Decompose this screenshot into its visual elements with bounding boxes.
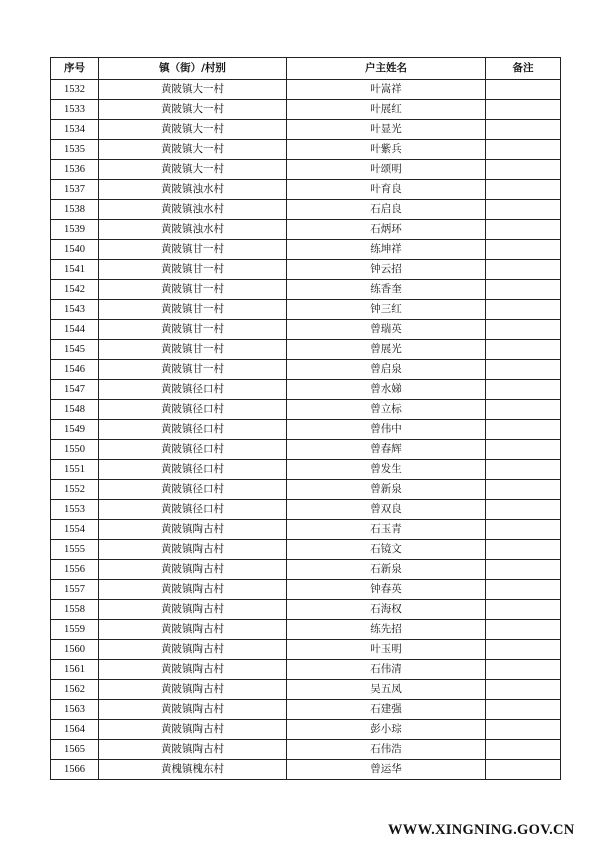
table-row: [51, 400, 561, 420]
row-remarks: [486, 160, 561, 180]
row-serial: 1564: [51, 720, 99, 740]
row-village: 黄陂镇陶古村: [99, 740, 287, 760]
row-remarks: [486, 340, 561, 360]
row-remarks: [486, 520, 561, 540]
row-village: 黄陂镇陶古村: [99, 720, 287, 740]
table-row: [51, 740, 561, 760]
row-serial: 1566: [51, 760, 99, 780]
row-village: 黄陂镇大一村: [99, 100, 287, 120]
row-name: 练香奎: [287, 280, 486, 300]
row-name: 叶展红: [287, 100, 486, 120]
table-row: [51, 220, 561, 240]
row-village: 黄陂镇甘一村: [99, 260, 287, 280]
row-serial: 1532: [51, 80, 99, 100]
row-remarks: [486, 380, 561, 400]
table-row: [51, 420, 561, 440]
row-remarks: [486, 640, 561, 660]
row-village: 黄陂镇陶古村: [99, 660, 287, 680]
row-village: 黄陂镇陶古村: [99, 580, 287, 600]
table-row: [51, 120, 561, 140]
row-village: 黄陂镇甘一村: [99, 360, 287, 380]
row-name: 石海权: [287, 600, 486, 620]
row-remarks: [486, 620, 561, 640]
header-householder-name: 户主姓名: [287, 58, 486, 80]
row-serial: 1538: [51, 200, 99, 220]
table-row: [51, 320, 561, 340]
row-remarks: [486, 200, 561, 220]
table-body: [51, 80, 561, 780]
row-serial: 1555: [51, 540, 99, 560]
row-village: 黄陂镇大一村: [99, 160, 287, 180]
row-remarks: [486, 280, 561, 300]
row-name: 叶嵩祥: [287, 80, 486, 100]
row-remarks: [486, 120, 561, 140]
row-serial: 1553: [51, 500, 99, 520]
table-row: [51, 100, 561, 120]
row-name: 彭小琮: [287, 720, 486, 740]
row-serial: 1540: [51, 240, 99, 260]
row-village: 黄陂镇径口村: [99, 400, 287, 420]
table-row: [51, 540, 561, 560]
row-serial: 1559: [51, 620, 99, 640]
row-village: 黄陂镇甘一村: [99, 280, 287, 300]
roster-table: [50, 57, 561, 780]
row-name: 石伟清: [287, 660, 486, 680]
row-serial: 1563: [51, 700, 99, 720]
row-remarks: [486, 480, 561, 500]
row-remarks: [486, 80, 561, 100]
row-serial: 1556: [51, 560, 99, 580]
row-village: 黄陂镇浊水村: [99, 180, 287, 200]
row-name: 石建强: [287, 700, 486, 720]
row-remarks: [486, 760, 561, 780]
table-row: [51, 620, 561, 640]
row-serial: 1548: [51, 400, 99, 420]
row-name: 石新泉: [287, 560, 486, 580]
row-name: 曾水娣: [287, 380, 486, 400]
row-name: 石镜文: [287, 540, 486, 560]
table-row: [51, 500, 561, 520]
row-serial: 1561: [51, 660, 99, 680]
row-remarks: [486, 180, 561, 200]
row-name: 曾春辉: [287, 440, 486, 460]
row-remarks: [486, 740, 561, 760]
header-remarks: 备注: [486, 58, 561, 80]
row-serial: 1544: [51, 320, 99, 340]
table-row: [51, 560, 561, 580]
row-serial: 1546: [51, 360, 99, 380]
row-village: 黄陂镇浊水村: [99, 220, 287, 240]
row-serial: 1562: [51, 680, 99, 700]
row-serial: 1550: [51, 440, 99, 460]
row-name: 曾立标: [287, 400, 486, 420]
table-row: [51, 80, 561, 100]
table-row: [51, 240, 561, 260]
table-row: [51, 140, 561, 160]
row-serial: 1539: [51, 220, 99, 240]
row-remarks: [486, 320, 561, 340]
table-row: [51, 520, 561, 540]
row-name: 石启良: [287, 200, 486, 220]
table-row: [51, 380, 561, 400]
row-serial: 1543: [51, 300, 99, 320]
table-row: [51, 600, 561, 620]
row-village: 黄陂镇甘一村: [99, 340, 287, 360]
row-name: 叶显光: [287, 120, 486, 140]
row-name: 钟云招: [287, 260, 486, 280]
row-village: 黄陂镇陶古村: [99, 680, 287, 700]
row-serial: 1537: [51, 180, 99, 200]
row-village: 黄陂镇陶古村: [99, 540, 287, 560]
row-remarks: [486, 360, 561, 380]
row-name: 吴五凤: [287, 680, 486, 700]
table-row: [51, 580, 561, 600]
row-serial: 1549: [51, 420, 99, 440]
row-village: 黄陂镇陶古村: [99, 520, 287, 540]
row-serial: 1541: [51, 260, 99, 280]
table-header-row: [51, 58, 561, 80]
row-name: 叶育良: [287, 180, 486, 200]
row-village: 黄陂镇径口村: [99, 480, 287, 500]
row-remarks: [486, 660, 561, 680]
table-row: [51, 700, 561, 720]
row-name: 钟三红: [287, 300, 486, 320]
row-name: 曾发生: [287, 460, 486, 480]
row-remarks: [486, 220, 561, 240]
row-remarks: [486, 100, 561, 120]
row-village: 黄陂镇甘一村: [99, 320, 287, 340]
row-name: 叶玉明: [287, 640, 486, 660]
row-name: 曾运华: [287, 760, 486, 780]
footer-website: WWW.XINGNING.GOV.CN: [388, 822, 575, 838]
row-village: 黄陂镇陶古村: [99, 560, 287, 580]
row-serial: 1545: [51, 340, 99, 360]
row-village: 黄陂镇径口村: [99, 500, 287, 520]
row-remarks: [486, 560, 561, 580]
row-village: 黄陂镇大一村: [99, 80, 287, 100]
row-name: 石伟浩: [287, 740, 486, 760]
row-serial: 1558: [51, 600, 99, 620]
row-name: 曾展光: [287, 340, 486, 360]
row-serial: 1554: [51, 520, 99, 540]
table-row: [51, 480, 561, 500]
row-village: 黄陂镇径口村: [99, 440, 287, 460]
row-remarks: [486, 720, 561, 740]
row-name: 钟春英: [287, 580, 486, 600]
row-village: 黄陂镇大一村: [99, 120, 287, 140]
row-serial: 1565: [51, 740, 99, 760]
table-row: [51, 280, 561, 300]
table-row: [51, 180, 561, 200]
row-name: 练先招: [287, 620, 486, 640]
table-row: [51, 360, 561, 380]
table-row: [51, 340, 561, 360]
row-village: 黄陂镇甘一村: [99, 240, 287, 260]
row-village: 黄陂镇浊水村: [99, 200, 287, 220]
row-remarks: [486, 600, 561, 620]
row-village: 黄陂镇陶古村: [99, 620, 287, 640]
row-village: 黄陂镇大一村: [99, 140, 287, 160]
table-row: [51, 760, 561, 780]
table-row: [51, 160, 561, 180]
header-serial: 序号: [51, 58, 99, 80]
table-row: [51, 720, 561, 740]
row-name: 石炳环: [287, 220, 486, 240]
row-name: 曾伟中: [287, 420, 486, 440]
table-row: [51, 440, 561, 460]
row-name: 曾瑞英: [287, 320, 486, 340]
row-remarks: [486, 420, 561, 440]
row-remarks: [486, 460, 561, 480]
row-serial: 1547: [51, 380, 99, 400]
table-row: [51, 260, 561, 280]
table-row: [51, 200, 561, 220]
row-serial: 1551: [51, 460, 99, 480]
header-town-village: 镇（街）/村别: [99, 58, 287, 80]
row-remarks: [486, 700, 561, 720]
row-village: 黄陂镇径口村: [99, 380, 287, 400]
table-row: [51, 460, 561, 480]
row-name: 练坤祥: [287, 240, 486, 260]
row-serial: 1557: [51, 580, 99, 600]
row-remarks: [486, 500, 561, 520]
row-remarks: [486, 140, 561, 160]
row-name: 叶紫兵: [287, 140, 486, 160]
row-remarks: [486, 400, 561, 420]
row-remarks: [486, 240, 561, 260]
row-village: 黄陂镇甘一村: [99, 300, 287, 320]
row-name: 曾启泉: [287, 360, 486, 380]
row-name: 曾新泉: [287, 480, 486, 500]
row-name: 叶颂明: [287, 160, 486, 180]
row-remarks: [486, 260, 561, 280]
row-serial: 1535: [51, 140, 99, 160]
row-village: 黄陂镇径口村: [99, 420, 287, 440]
table-row: [51, 680, 561, 700]
row-remarks: [486, 680, 561, 700]
table-row: [51, 300, 561, 320]
row-remarks: [486, 440, 561, 460]
row-serial: 1560: [51, 640, 99, 660]
row-serial: 1542: [51, 280, 99, 300]
row-village: 黄陂镇陶古村: [99, 640, 287, 660]
row-village: 黄陂镇陶古村: [99, 600, 287, 620]
row-name: 曾双良: [287, 500, 486, 520]
row-serial: 1536: [51, 160, 99, 180]
row-serial: 1552: [51, 480, 99, 500]
row-village: 黄陂镇陶古村: [99, 700, 287, 720]
row-name: 石玉青: [287, 520, 486, 540]
row-serial: 1533: [51, 100, 99, 120]
row-village: 黄陂镇径口村: [99, 460, 287, 480]
row-remarks: [486, 580, 561, 600]
row-remarks: [486, 540, 561, 560]
table-row: [51, 640, 561, 660]
row-village: 黄槐镇槐东村: [99, 760, 287, 780]
table-row: [51, 660, 561, 680]
row-serial: 1534: [51, 120, 99, 140]
row-remarks: [486, 300, 561, 320]
